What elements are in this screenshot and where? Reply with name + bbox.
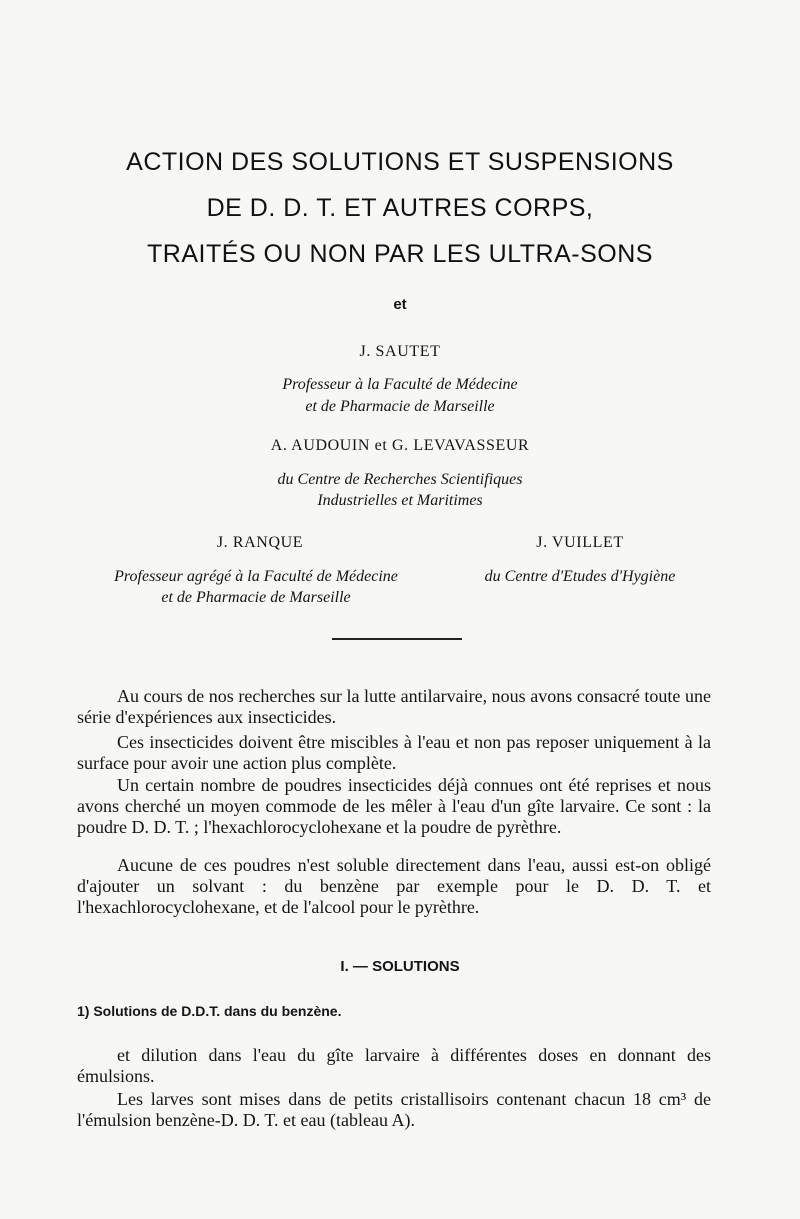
affiliation-audouin-line-1: du Centre de Recherches Scientifiques	[277, 471, 523, 488]
author-sautet: J. SAUTET	[359, 343, 441, 360]
author-audouin-levavasseur: A. AUDOUIN et G. LEVAVASSEUR	[270, 437, 530, 454]
title-line-2: DE D. D. T. ET AUTRES CORPS,	[206, 194, 594, 222]
author-ranque: J. RANQUE	[216, 534, 304, 551]
conjunction-et: et	[393, 296, 407, 313]
paragraph-1: Au cours de nos recherches sur la lutte antilarvaire, nous avons consacré toute une série d'expériences aux insecticides.	[77, 686, 711, 727]
section-heading-solutions: I. — SOLUTIONS	[340, 958, 460, 975]
affiliation-audouin-line-2: Industrielles et Maritimes	[317, 492, 483, 509]
title-line-3: TRAITÉS OU NON PAR LES ULTRA-SONS	[147, 240, 653, 268]
paragraph-3: Un certain nombre de poudres insecticides déjà connues ont été reprises et nous avons cherché un moyen commode de les mêler à l'eau d'un gîte larvaire. Ce sont : la poudre D. D. T. ; l'hexachlorocyclohexane et la poudre de pyrèthre.	[77, 775, 711, 837]
affiliation-ranque-line-1: Professeur agrégé à la Faculté de Médecine	[114, 568, 398, 585]
affiliation-sautet-line-2: et de Pharmacie de Marseille	[305, 398, 495, 415]
affiliation-ranque-line-2: et de Pharmacie de Marseille	[161, 589, 351, 606]
affiliation-vuillet: du Centre d'Etudes d'Hygiène	[484, 568, 676, 585]
sub-heading-ddt-benzene: 1) Solutions de D.D.T. dans du benzène.	[77, 1003, 342, 1019]
paragraph-6: Les larves sont mises dans de petits cristallisoirs contenant chacun 18 cm³ de l'émulsion benzène-D. D. T. et eau (tableau A).	[77, 1089, 711, 1130]
paragraph-5: et dilution dans l'eau du gîte larvaire à différentes doses en donnant des émulsions.	[77, 1045, 711, 1086]
paragraph-2: Ces insecticides doivent être miscibles à l'eau et non pas reposer uniquement à la surface pour avoir une action plus complète.	[77, 732, 711, 773]
title-line-1: ACTION DES SOLUTIONS ET SUSPENSIONS	[126, 148, 674, 176]
paragraph-4: Aucune de ces poudres n'est soluble directement dans l'eau, aussi est-on obligé d'ajouter un solvant : du benzène par exemple pour le D. D. T. et l'hexachlorocyclohexane, et de l'alcool pour le pyrèthre.	[77, 855, 711, 917]
affiliation-sautet-line-1: Professeur à la Faculté de Médecine	[282, 376, 518, 393]
separator-rule	[332, 638, 462, 640]
author-vuillet: J. VUILLET	[536, 534, 624, 551]
